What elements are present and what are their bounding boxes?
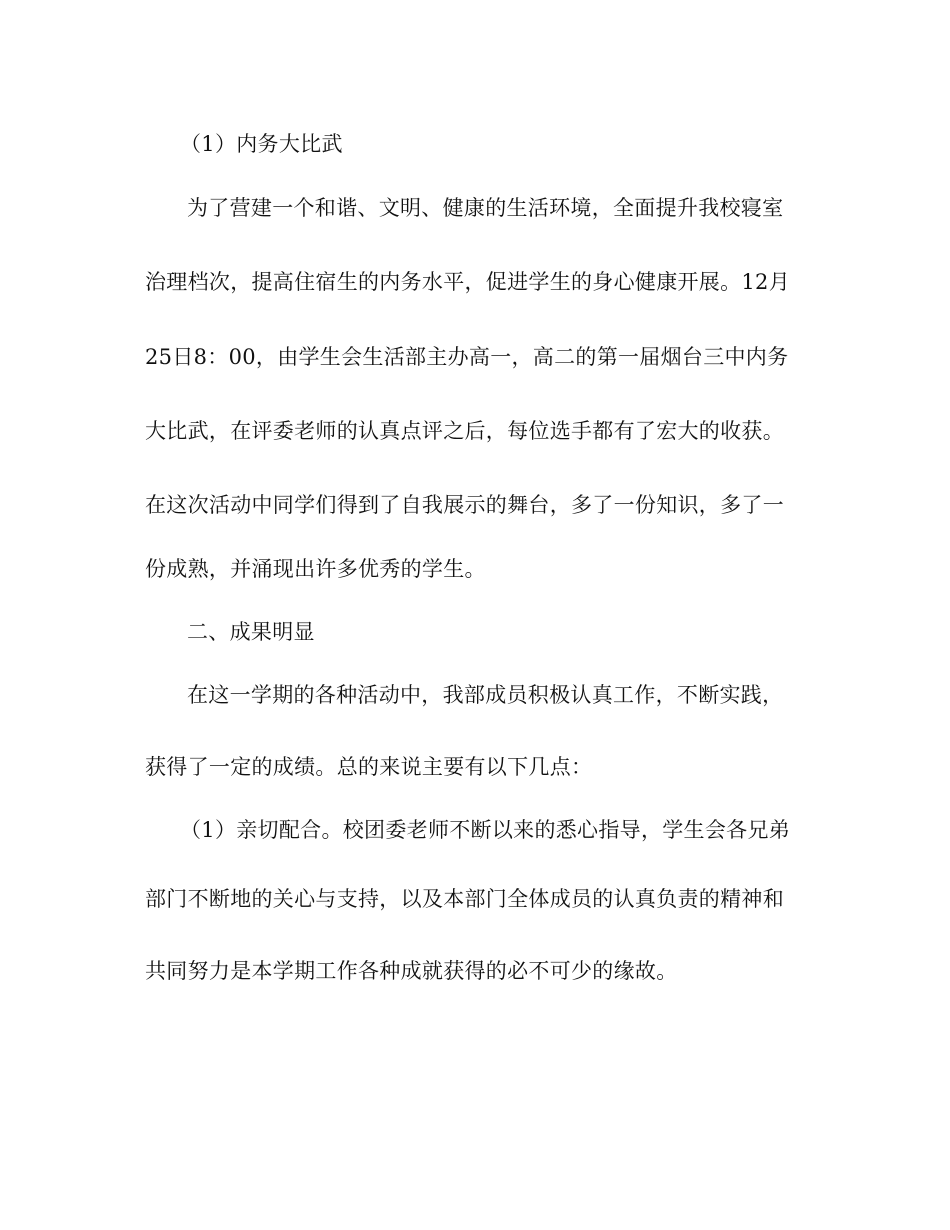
paragraph-line: 在这一学期的各种活动中，我部成员积极认真工作，不断实践， <box>187 683 784 707</box>
paragraph-line: 份成熟，并涌现出许多优秀的学生。 <box>145 557 486 581</box>
paragraph-line: 25日8：00，由学生会生活部主办高一，高二的第一届烟台三中内务 <box>145 345 789 369</box>
paragraph-line: 在这次活动中同学们得到了自我展示的舞台，多了一份知识，多了一 <box>145 493 784 517</box>
paragraph-line: 共同努力是本学期工作各种成就获得的必不可少的缘故。 <box>145 959 678 983</box>
paragraph-line: 获得了一定的成绩。总的来说主要有以下几点： <box>145 755 593 779</box>
paragraph-line: 为了营建一个和谐、文明、健康的生活环境，全面提升我校寝室 <box>187 196 784 220</box>
paragraph-line: 部门不断地的关心与支持，以及本部门全体成员的认真负责的精神和 <box>145 887 784 911</box>
paragraph-line: （1）亲切配合。校团委老师不断以来的悉心指导，学生会各兄弟 <box>180 818 791 842</box>
section-heading-results: 二、成果明显 <box>187 620 315 644</box>
paragraph-line: 治理档次，提高住宿生的内务水平，促进学生的身心健康开展。12月 <box>145 270 791 294</box>
paragraph-line: 大比武，在评委老师的认真点评之后，每位选手都有了宏大的收获。 <box>145 419 784 443</box>
subsection-heading-housekeeping: （1）内务大比武 <box>180 132 343 156</box>
